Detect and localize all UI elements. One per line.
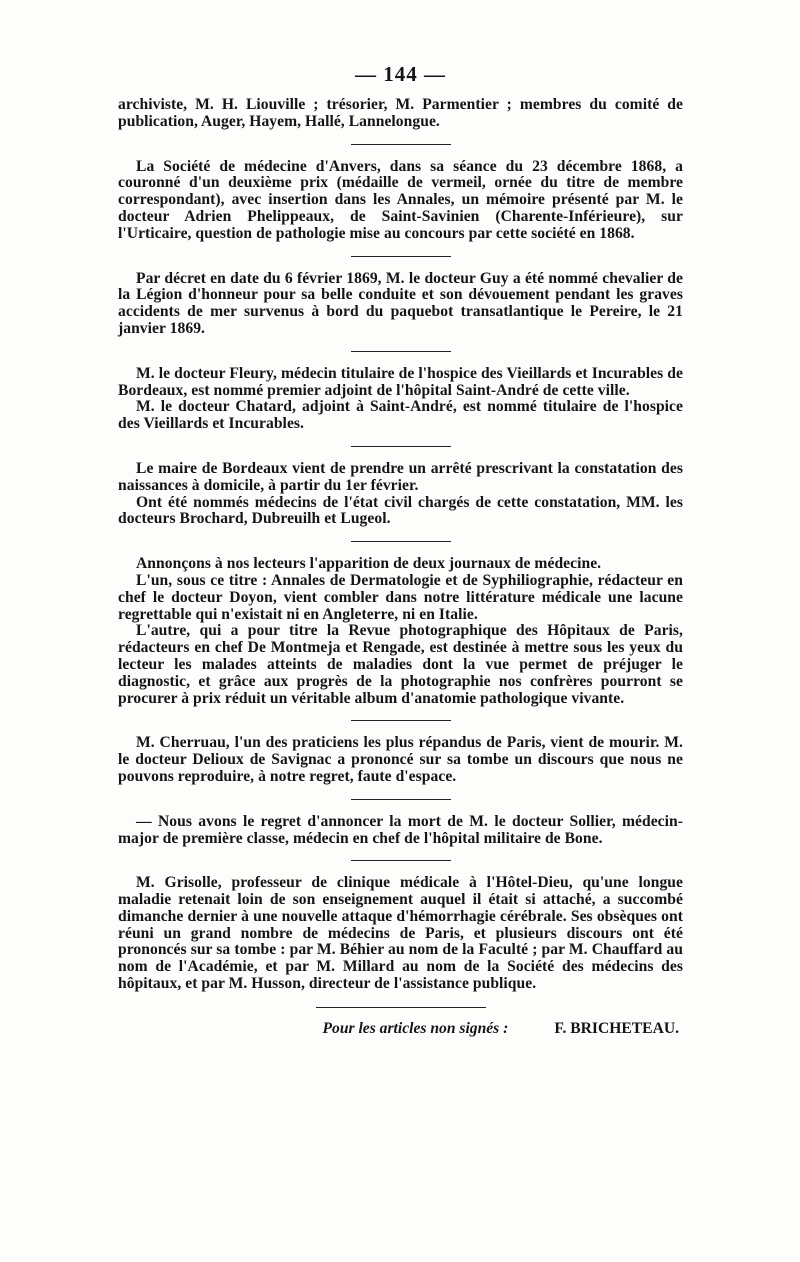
paragraph-etat-civil: Ont été nommés médecins de l'état civil chargés de cette constatation, MM. les docteurs Brochard, Dubreuilh et Lugeol. [118, 493, 683, 528]
section-divider [351, 144, 451, 145]
paragraph-society-officers: archiviste, M. H. Liouville ; trésorier, M. Parmentier ; membres du comité de publication, Auger, Hayem, Hallé, Lannelongue. [118, 96, 683, 130]
signature-label: Pour les articles non signés : [322, 1019, 509, 1037]
journal-page [118, 62, 683, 1038]
closing-divider [316, 1007, 486, 1008]
section-divider [351, 799, 451, 800]
paragraph-fleury: M. le docteur Fleury, médecin titulaire de l'hospice des Vieillards et Incurables de Bordeaux, est nommé premier adjoint de l'hôpital Saint-André de cette ville. [118, 364, 683, 399]
paragraph-bordeaux-mayor: Le maire de Bordeaux vient de prendre un arrêté prescrivant la constatation des naissances à domicile, à partir du 1er février. [118, 459, 683, 494]
section-divider [351, 860, 451, 861]
paragraph-legion-honneur: Par décret en date du 6 février 1869, M. le docteur Guy a été nommé chevalier de la Légion d'honneur pour sa belle conduite et son dévouement pendant les graves accidents de mer survenus à bord du paquebot transatlantique le Pereire, le 21 janvier 1869. [118, 269, 683, 337]
section-divider [351, 446, 451, 447]
paragraph-annales-dermatologie: L'un, sous ce titre : Annales de Dermatologie et de Syphiliographie, rédacteur en chef le docteur Doyon, vient combler dans notre littérature médicale une lacune regrettable qui n'existait ni en Angleterre, ni en Italie. [118, 571, 683, 623]
paragraph-revue-photographique: L'autre, qui a pour titre la Revue photographique des Hôpitaux de Paris, rédacteurs en chef De Montmeja et Rengade, est destinée à mettre sous les yeux du lecteur les malades atteints de maladies dont la vue permet de préjuger le diagnostic, et grâce aux progrès de la photographie nos confrères pourront se procurer à prix réduit un véritable album d'anatomie pathologique vivante. [118, 622, 683, 707]
section-divider [351, 351, 451, 352]
section-divider [351, 541, 451, 542]
paragraph-journals-intro: Annonçons à nos lecteurs l'apparition de deux journaux de médecine. [136, 555, 602, 573]
section-divider [351, 720, 451, 721]
section-divider [351, 256, 451, 257]
signature-line [118, 1020, 683, 1038]
paragraph-cherruau: M. Cherruau, l'un des praticiens les plus répandus de Paris, vient de mourir. M. le docteur Delioux de Savignac a prononcé sur sa tombe un discours que nous ne pouvons reproduire, à notre regret, faute d'espace. [118, 734, 683, 785]
paragraph-chatard: M. le docteur Chatard, adjoint à Saint-André, est nommé titulaire de l'hospice des Vieillards et Incurables. [118, 398, 683, 433]
paragraph-grisolle: M. Grisolle, professeur de clinique médicale à l'Hôtel-Dieu, qu'une longue maladie retenait loin de son enseignement auquel il était si attaché, a succombé dimanche dernier à une nouvelle attaque d'hémorrhagie cérébrale. Ses obsèques ont réuni un grand nombre de médecins de Paris, et plusieurs discours ont été prononcés sur sa tombe : par M. Béhier au nom de la Faculté ; par M. Chauffard au nom de l'Académie, et par M. Millard au nom de la Société des médecins des hôpitaux, et par M. Husson, directeur de l'assistance publique. [118, 874, 683, 993]
paragraph-anvers-prize: La Société de médecine d'Anvers, dans sa séance du 23 décembre 1868, a couronné d'un deuxième prix (médaille de vermeil, ornée du titre de membre correspondant), avec insertion dans les Annales, un mémoire présenté par M. le docteur Adrien Phelippeaux, de Saint-Savinien (Charente-Inférieure), sur l'Urticaire, question de pathologie mise au concours par cette société en 1868. [118, 157, 683, 242]
signature-name: F. BRICHETEAU. [554, 1019, 679, 1037]
paragraph-sollier: — Nous avons le regret d'annoncer la mort de M. le docteur Sollier, médecin-major de première classe, médecin en chef de l'hôpital militaire de Bone. [118, 812, 683, 847]
page-number: — 144 — [355, 62, 446, 86]
